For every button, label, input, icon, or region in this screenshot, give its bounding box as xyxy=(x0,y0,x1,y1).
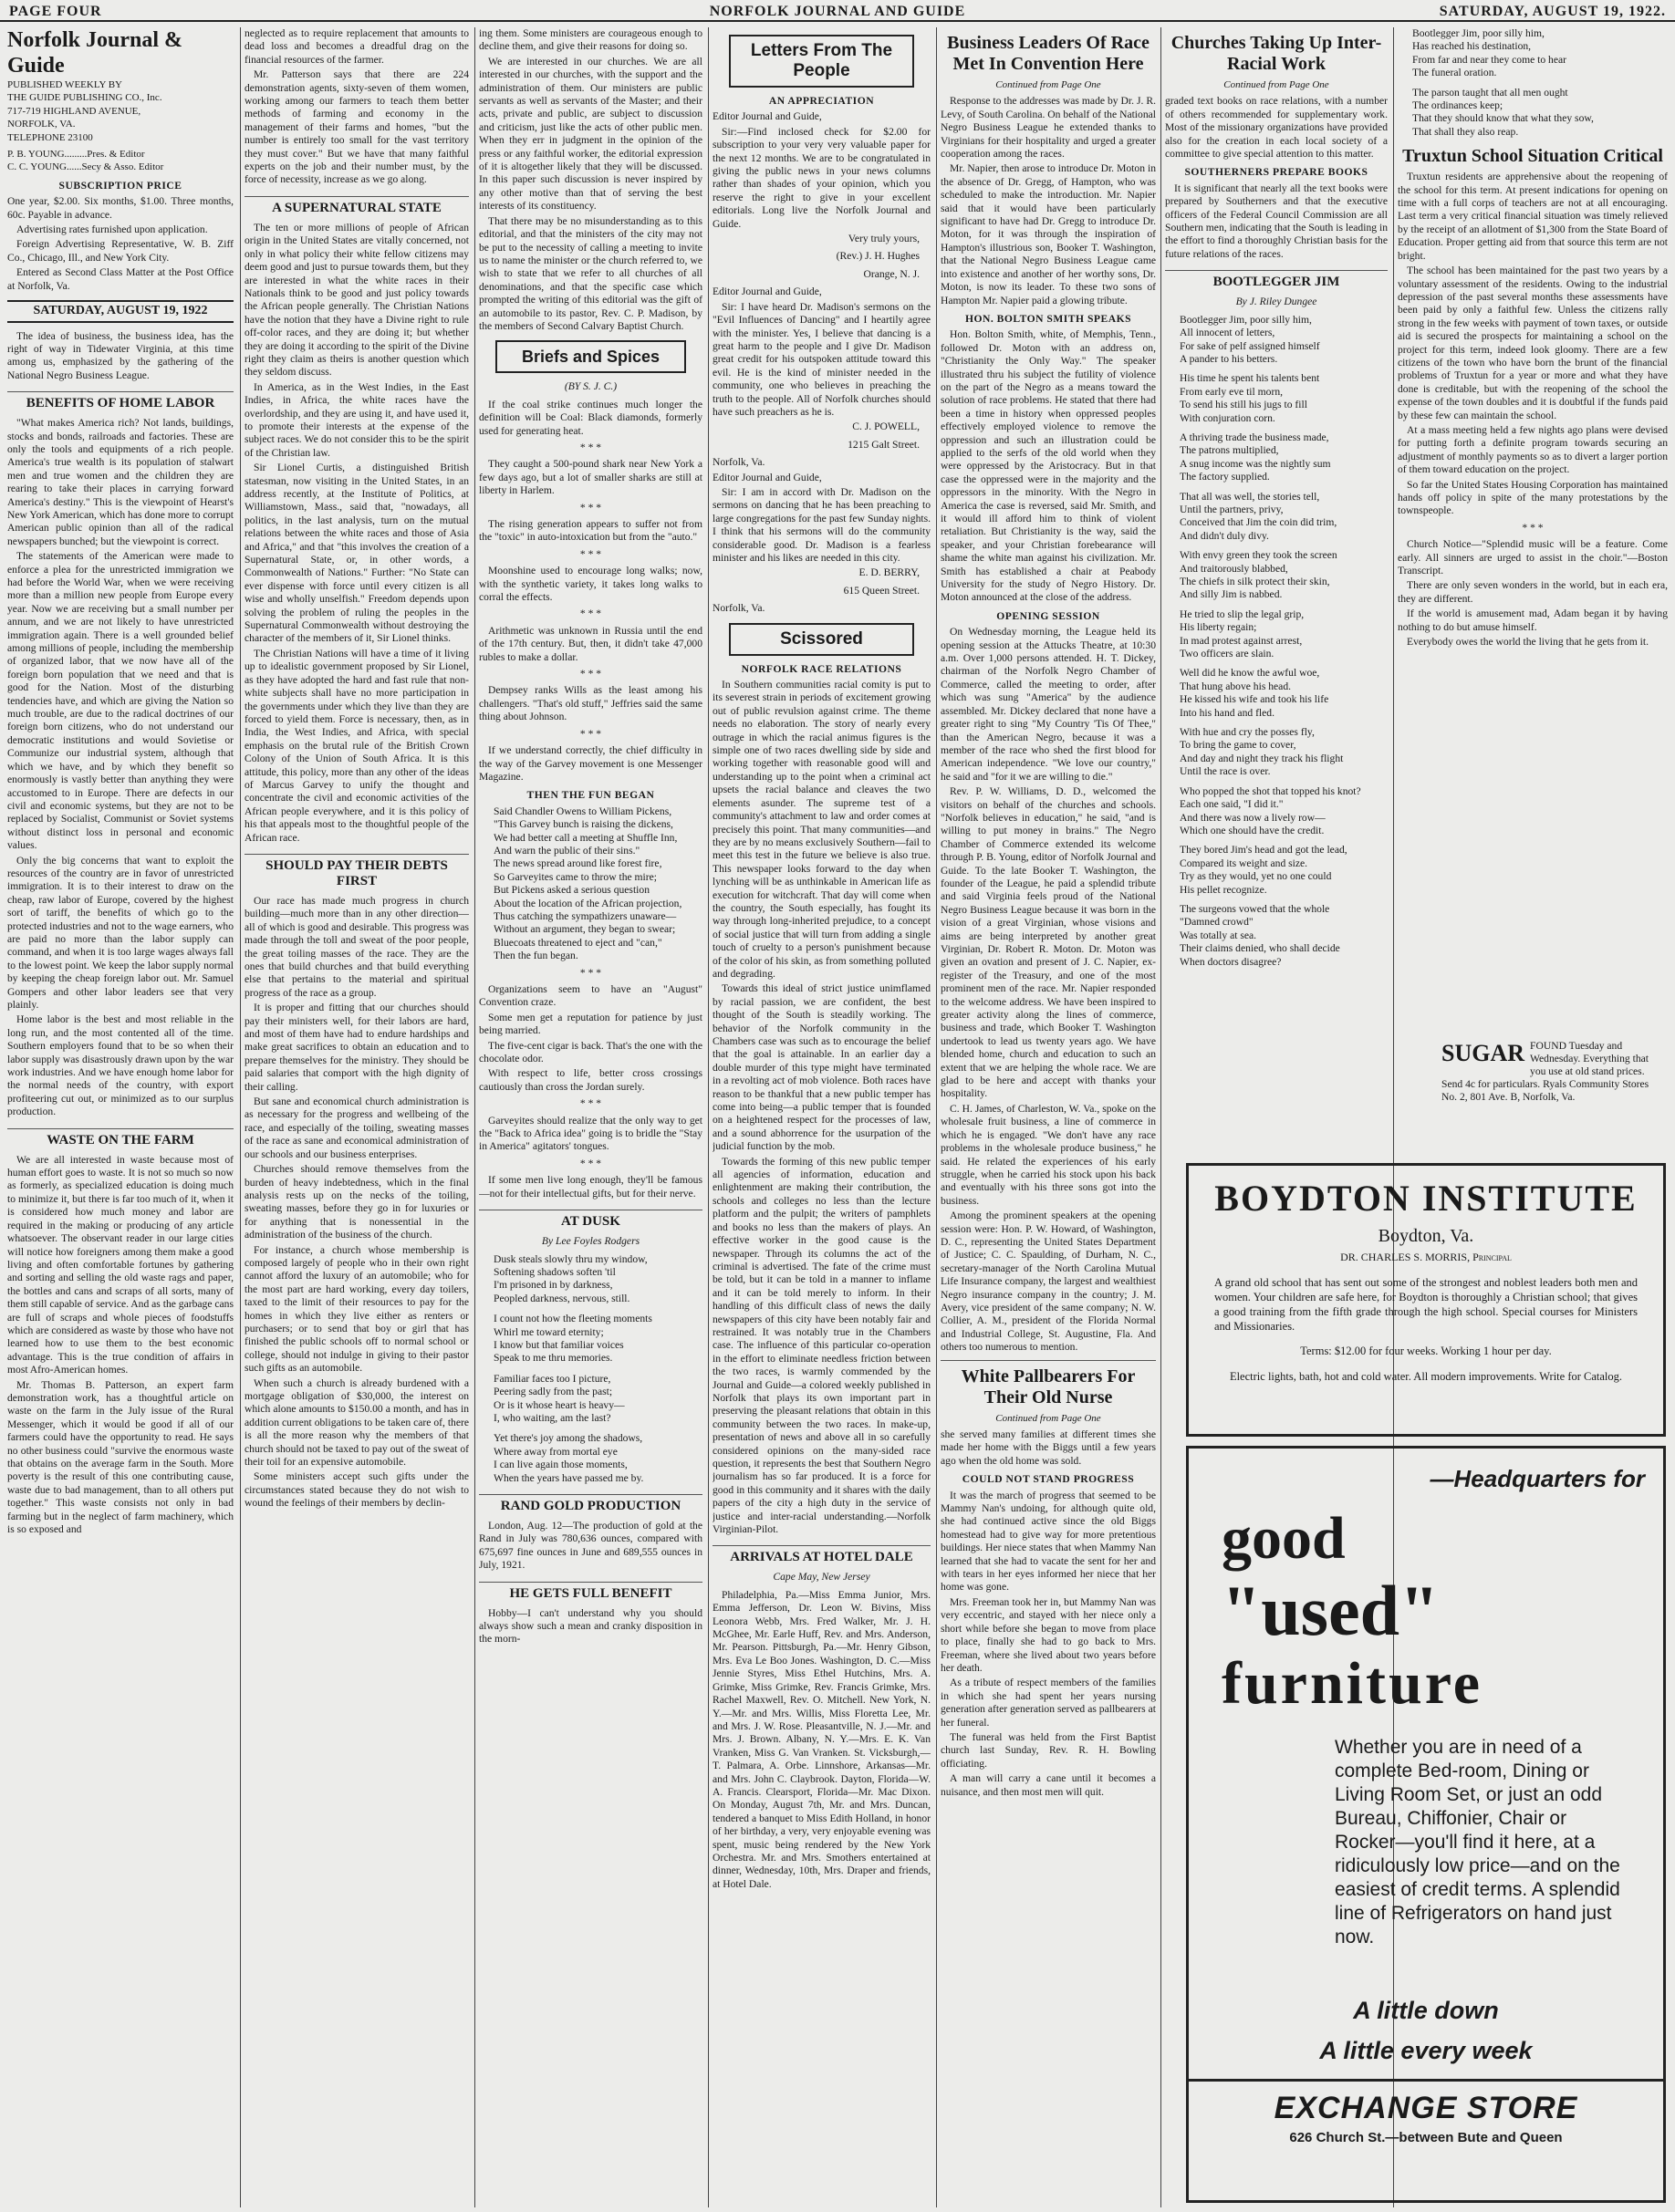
letter-signature: Norfolk, Va. xyxy=(713,456,765,469)
poem-line: Peopled darkness, nervous, still. xyxy=(494,1292,630,1304)
poem-line: I can live again those moments, xyxy=(494,1459,628,1471)
article-paragraph: There are only seven wonders in the world, but in each era, they are different. xyxy=(1398,579,1668,605)
byline: By J. Riley Dungee xyxy=(1235,296,1317,308)
editorial-headline: WASTE ON THE FARM xyxy=(7,1128,234,1148)
brief-item: The rising generation appears to suffer not from the "toxic" in auto-intoxication but from the "auto." xyxy=(479,518,702,544)
editorial-paragraph: The statements of the American were made to enforce a plea for the unrestricted immigration we had before the World War, when we were receiving more than a million new people from Europe every year. Now we are receiving but a small number per annum, and we are not likely to have unrestricted immigration again. There is a well grounded belief among millions of people, including the membership of organized labor, that we now have all of the foreign born population that we need and that is good for the Nation. Most of the disturbing tendencies have, and which are giving the Nation so much trouble, are due to the radical doctrines of our foreign born citizens, who do not understand our democratic institutions and would Sovietise or Communize our industrial system, although that which we have, and by which they benefit so enormously is vastly better than anything they were accustomed to in Europe. There are defects in our civil and economic systems, but they are not to be replaced by Socialist, Communist or Soviet systems without distinct loss in personal and economic values. xyxy=(7,550,234,852)
poem-line: His pellet recognize. xyxy=(1180,883,1267,896)
editorial-headline: BENEFITS OF HOME LABOR xyxy=(7,391,234,411)
poem-line: When the years have passed me by. xyxy=(494,1471,644,1484)
masthead-title: Norfolk Journal & Guide xyxy=(7,28,182,78)
stanza-break xyxy=(1165,779,1388,785)
poem-line: That they should know that what they sow, xyxy=(1412,112,1594,125)
poem-line: Each one said, "I did it." xyxy=(1180,798,1284,811)
stanza-break xyxy=(1165,543,1388,549)
poem-line: And didn't duly divy. xyxy=(1180,529,1269,542)
poem-line: We had better call a meeting at Shuffle Inn, xyxy=(494,831,678,844)
poem-line: In mad protest against arrest, xyxy=(1180,634,1303,647)
masthead-line: PUBLISHED WEEKLY BY xyxy=(7,79,123,90)
boydton-ad-principal: DR. CHARLES S. MORRIS, Principal xyxy=(1340,1251,1512,1263)
letter-signature: 1215 Galt Street. xyxy=(848,438,920,451)
poem-line: Two officers are slain. xyxy=(1180,648,1274,660)
poem-line: With hue and cry the posses fly, xyxy=(1180,726,1315,739)
poem-line: All innocent of letters, xyxy=(1180,327,1275,339)
poem-line: But Pickens asked a serious question xyxy=(494,884,650,897)
sugar-ad-title: SUGAR xyxy=(1441,1040,1525,1066)
article-subheading: HON. BOLTON SMITH SPEAKS xyxy=(964,312,1132,325)
article-paragraph: The school has been maintained for the past two years by a voluntary assessment of the residents. Owing to the industrial depression of the past several months these assessments have been paid by only a faithful few. Unless the citizens rally strong in the few weeks with payment of town taxes, or outside aid is secured the prospects for maintaining a school on the project for this term, indeed look gloomy. There are a few citizens of the town who have born the brunt of the financial problems of Truxtun for a year or more and what they have done is creditable, but with the reopening of the school the expense of the town doubles and it is doubtful if the funds paid by these few can maintain the school. xyxy=(1398,265,1668,421)
poem-line: And day and night they track his flight xyxy=(1180,752,1344,764)
scissored-heading: Scissored xyxy=(729,623,914,656)
poem-line: To bring the game to cover, xyxy=(1180,739,1296,752)
separator-stars: * * * xyxy=(579,441,602,453)
poem-line: Bootlegger Jim, poor silly him, xyxy=(1412,27,1545,39)
poem-line: The factory supplied. xyxy=(1180,471,1270,483)
brief-item: Arithmetic was unknown in Russia until the end of the 17th century. But, then, it didn't take 47,000 rubles to make a dollar. xyxy=(479,624,702,663)
briefs-and-spices-heading: Briefs and Spices xyxy=(495,340,686,373)
brief-item: If some men live long enough, they'll be famous—not for their intellectual gifts, but for their nerve. xyxy=(479,1174,702,1199)
masthead-line: THE GUIDE PUBLISHING CO., Inc. xyxy=(7,92,162,104)
article-paragraph: Towards this ideal of strict justice unimflamed by racial passion, we are confident, the best thought of the South is steadily working. The behavior of the Norfolk community in the Chambers case was such as to encourage the belief that the goal is attainable. In an earlier day a double murder of this type might have terminated in a revolting act of mob violence. Both races have reason to be thankful that a new public temper has come into being—a public temper that is founded on a heightened respect for the processes of law, and a sound abhorrence for the usurpation of the judicial function by the mob. xyxy=(713,982,931,1153)
editorial-paragraph: It is proper and fitting that our churches should pay their ministers well, for their labors are hard, and most of them have had to endure hardships and make great sacrifices to obtain an education and to prepare themselves for the ministry. They should be paid salaries that comport with the high dignity of their calling. xyxy=(244,1002,469,1093)
boydton-ad-title: BOYDTON INSTITUTE xyxy=(1214,1178,1638,1219)
masthead-line: TELEPHONE 23100 xyxy=(7,131,93,143)
editor-line: C. C. YOUNG......Secy & Asso. Editor xyxy=(7,161,164,173)
poem-line: And silly Jim is nabbed. xyxy=(1180,588,1283,601)
editorial-paragraph: Mr. Thomas B. Patterson, an expert farm demonstration work, has a thoughtful article on waste on the farm in the July issue of the Rural Messenger, which it would be good if all of our farmers could have the opportunity to read. He says no other business could "survive the enormous waste that obtains on the average farm in the South. More poverty is the result of this one contributing cause, waste due to bad management, than to all others put together." This waste consists not only in bad farming but in the neglect of farm machinery, which is so exposed and xyxy=(7,1378,234,1536)
editorial-headline: A SUPERNATURAL STATE xyxy=(244,196,469,216)
poem-line: And traitorously blabbed, xyxy=(1180,562,1288,575)
editorial-paragraph: That there may be no misunderstanding as to this editorial, and that the ministers of the city may not be put to the necessity of calling a meeting to invite us to name the minister or the church referred to, we wish to state that we refer to all churches of all denominations, and that the specific case which prompted the writing of this editorial was the gift of an automobile to its pastor, Rev. C. P. Madison, by the members of Second Calvary Baptist Church. xyxy=(479,214,702,332)
boydton-ad-facilities: Electric lights, bath, hot and cold water. All modern improvements. Write for Catalog. xyxy=(1229,1370,1623,1383)
exchange-store-ad xyxy=(1186,1446,1666,2203)
poem-line: A snug income was the nightly sum xyxy=(1180,457,1331,470)
stanza-break xyxy=(1165,366,1388,372)
poem-line: Who popped the shot that topped his knot? xyxy=(1180,784,1361,797)
letter-signature: E. D. BERRY, xyxy=(858,566,920,579)
letters-heading: Letters From The People xyxy=(729,35,914,88)
news-headline: HE GETS FULL BENEFIT xyxy=(479,1582,702,1602)
article-paragraph: At a mass meeting held a few nights ago plans were devised for putting forth a definite program towards securing an adjustment of monthly payments so as to divert a larger portion of them toward education on the project. xyxy=(1398,423,1668,476)
letter-salutation: Editor Journal and Guide, xyxy=(713,471,822,483)
letter-signature: Norfolk, Va. xyxy=(713,602,765,615)
boydton-institute-ad xyxy=(1186,1163,1666,1437)
advertising-note: Advertising rates furnished upon application. xyxy=(16,223,208,236)
separator-stars: * * * xyxy=(579,668,602,680)
poem-line: Where away from mortal eye xyxy=(494,1445,618,1458)
article-paragraph: It was the march of progress that seemed to be Mammy Nan's undoing, for although quite old, she had continued active since the old Biggs homestead had to give way for more pretentious buildings. Her niece states that when Mammy Nan learned that she had to vacate the sent for her and with tears in her eyes informed her niece that her home was gone. xyxy=(941,1489,1156,1594)
article-paragraph: Philadelphia, Pa.—Miss Emma Junior, Mrs. Emma Jefferson, Dr. Leon W. Bivins, Miss Leonora Webb, Mrs. Fred Walker, Mr. J. H. McGhee, Mr. Earle Huff, Rev. and Mrs. Anderson, Mr. Pearson. Pittsburgh, Pa.—Mr. Henry Gibson, Mrs. Eva Le Boo Jones. Washington, D. C.—Miss Jennie Styres, Miss Ethel Hutchins, Mrs. A. Grimke, Miss Grimke, Rev. Francis Grimke, Mrs. Rachel Maxwell, Rev. O. Mitchell. New York, N. Y.—Mr. and Mrs. Willis, Miss Floretta Lee, Mr. and Mrs. J. W. Rose. Pleasantville, N. J.—Mr. and Mrs. J. Brown. Albany, N. Y.—Mrs. E. K. Van Vranken, Miss G. Van Vranken. St. Vicksburgh,—T. Palmara, A. Orbe. Linnshore, Arkansas—Mr. and Mrs. John C. Claybrook. Dayton, Florida—W. A. Francis. Clearsport, Florida—Mr. Mac Dixon. On Monday, August 7th, Mr. and Mrs. Duncan, tendered a banquet to Miss Edith Holland, in honor of her birthday, a very, very enjoyable evening was spent, music being rendered by the New York Orchestra. Mr. and Mrs. Smothers entertained at dinner, Wednesday, 10th, Mrs. Draper and friends, at Hotel Dale. xyxy=(713,1588,931,1890)
article-paragraph: On Wednesday morning, the League held its opening session at the Attucks Theatre, at 10:30 a.m. Over 1,000 persons attended. H. T. Dickey, chairman of the Norfolk Negro Chamber of Commerce, called the meeting to order, after which was sung "America" by the audience assembled. Mr. Dickey declared that none have a greater right to sing "My Country 'Tis Of Thee," than the American Negro, because it was a member of the race who shed the first blood for American independence. "We love our country," he said and "for it we are willing to die." xyxy=(941,626,1156,783)
poem-line: I count not how the fleeting moments xyxy=(494,1313,652,1325)
editorial-paragraph: Home labor is the best and most reliable in the long run, and the most contented all of the time. Southern employers found that to be so when their labor supply was disastrously drawn upon by the war work industries. And we have enough home labor for the normal needs of the country, with export profiteering cut out, or minimized as to our surplus production. xyxy=(7,1013,234,1118)
separator-stars: * * * xyxy=(579,727,602,740)
separator-stars: * * * xyxy=(1522,521,1544,534)
poem-line: Yet there's joy among the shadows, xyxy=(494,1432,643,1445)
poem-line: "This Garvey bunch is raising the dickens, xyxy=(494,818,673,831)
separator-stars: * * * xyxy=(579,547,602,560)
subscription-price: One year, $2.00. Six months, $1.00. Three months, 60c. Payable in advance. xyxy=(7,195,234,221)
poem-line: Familiar faces too I picture, xyxy=(494,1372,611,1385)
poem-line: The funeral oration. xyxy=(1412,67,1497,79)
stanza-break xyxy=(1165,484,1388,491)
masthead xyxy=(7,27,234,293)
poem-line: That hung above his head. xyxy=(1180,680,1292,692)
brief-item: Garveyites should realize that the only way to get the "Back to Africa idea" going is to bridle the "Stay in America" agitators' tongues. xyxy=(479,1114,702,1153)
poem-line: Without an argument, they began to swear; xyxy=(494,923,676,936)
editorial-paragraph: In America, as in the West Indies, in the East Indies, in Africa, the white races have the overlordship, and they are using it, and have used it, to promote their interests at the expense of the subject races. We do not consider this to be the spirit of the Christian law. xyxy=(244,380,469,459)
separator-stars: * * * xyxy=(579,966,602,979)
separator-stars: * * * xyxy=(579,608,602,620)
letter-title: AN APPRECIATION xyxy=(768,95,875,107)
letter-signature: C. J. POWELL, xyxy=(852,421,920,433)
poem-line: And warn the public of their sins." xyxy=(494,844,640,857)
poem-title: AT DUSK xyxy=(479,1210,702,1230)
poem-line: With envy green they took the screen xyxy=(1180,549,1337,562)
letter-salutation: Editor Journal and Guide, xyxy=(713,286,822,298)
brief-item: If the coal strike continues much longer the definition will be Coal: Black diamonds, formerly used for generating heat. xyxy=(479,398,702,437)
exchange-ad-address: 626 Church St.—between Bute and Queen xyxy=(1289,2130,1563,2145)
article-paragraph: So far the United States Housing Corporation has maintained hands off policy in spite of the many protestations by the townspeople. xyxy=(1398,478,1668,517)
stanza-break xyxy=(1165,660,1388,667)
poem-line: That shall they also reap. xyxy=(1412,125,1519,138)
article-headline: Business Leaders Of Race Met In Convention Here xyxy=(947,33,1150,74)
page-number: PAGE FOUR xyxy=(9,4,102,19)
article-paragraph: Mr. Napier, then arose to introduce Dr. Moton in the absence of Dr. Gregg, of Hampton, who was scheduled to make the introduction. Mr. Napier said that it would have been particularly significant to have had Dr. Gregg to introduce Dr. Moton, for it was through the inspiration of Hampton's illustrious son, Booker T. Washington, that the National Negro Business League came into existence and another of her worthy sons, Dr. Moton, is now its leader. To these two sons of Hampton Mr. Napier paid a glowing tribute. xyxy=(941,162,1156,306)
poem-line: So Garveyites came to throw the mire; xyxy=(494,870,658,883)
poem-line: Bluecoats threatened to eject and "can," xyxy=(494,936,662,949)
letter-signature: Orange, N. J. xyxy=(863,267,920,280)
article-paragraph: If the world is amusement mad, Adam began it by having nothing to do but amuse himself. xyxy=(1398,608,1668,633)
stanza-break xyxy=(479,1425,702,1432)
column-rule xyxy=(474,27,475,2207)
news-headline: RAND GOLD PRODUCTION xyxy=(479,1494,702,1514)
poem-line: I'm prisoned in by darkness, xyxy=(494,1279,613,1292)
subscription-heading: SUBSCRIPTION PRICE xyxy=(58,179,182,192)
stanza-break xyxy=(1165,602,1388,608)
column-4 xyxy=(713,27,931,2207)
brief-item: Dempsey ranks Wills as the least among his challengers. "That's old stuff," Jeffries said the same thing about Johnson. xyxy=(479,684,702,723)
poem-title: BOOTLEGGER JIM xyxy=(1165,270,1388,290)
poem-line: Their claims denied, who shall decide xyxy=(1180,942,1340,955)
column-rule xyxy=(936,27,937,2207)
stanza-break xyxy=(1165,837,1388,844)
editor-line: P. B. YOUNG.........Pres. & Editor xyxy=(7,149,145,161)
separator-stars: * * * xyxy=(579,1157,602,1169)
poem-bootlegger-jim-continued xyxy=(1398,27,1668,139)
article-paragraph: In Southern communities racial comity is put to its severest strain in periods of excitement growing out of public revulsion against crime. The theme needs no elaboration. The story of nearly every outrage in which the racial animus figures is the simple one of two races dwelling side by side and working together with reasonable good will and understanding up to the point when a criminal act upsets the racial balance and cleaves the two elements asunder. The supreme test of a community's attachment to law and order comes at precisely this point. That many communities—and they are by no means exclusively Southern—fail to meet this test in the future we believe is also true. This newspaper looks forward to the day when lynching will be as unthinkable in American life as execution for witchcraft. That day will come when the country, the South especially, has fought its way through long-inherited prejudice, to a concept of social justice that will turn from adding a single touch of cruelty to a person's punishment because of the color of his skin, as from something polluted and degrading. xyxy=(713,679,931,980)
letter-signature: (Rev.) J. H. Hughes xyxy=(836,250,920,263)
stanza-break xyxy=(1398,80,1668,87)
article-paragraph: she served many families at different times she made her home with the Biggs until a few years ago when the old home was sold. xyxy=(941,1428,1156,1467)
poem-title: THEN THE FUN BEGAN xyxy=(526,789,655,802)
editorial-paragraph: We are interested in our churches. We are all interested in our churches, with the support and the administration of them. Our ministers are public servants as well as servants of the Master; and their acts, private and public, are subject to discussion and criticism, just like the acts of other public men. When they err in judgment in the opinion of the press or any faithful worker, the editorial expression of it is altogether likely that they will be discussed. In this paper such discussion is never inspired by any other motive than that of serving the best interests of its constituency. xyxy=(479,55,702,213)
exchange-ad-terms-line: A little down xyxy=(1353,1997,1499,2024)
editorial-paragraph: neglected as to require replacement that amounts to dead loss and becomes a dreadful drag on the financial resources of the farmer. xyxy=(244,27,469,66)
exchange-ad-tagline: —Headquarters for xyxy=(1430,1465,1645,1492)
article-headline: White Pallbearers For Their Old Nurse xyxy=(941,1360,1156,1408)
stanza-break xyxy=(479,1305,702,1313)
editorial-paragraph: ing them. Some ministers are courageous enough to decline them, and give their reasons for doing so. xyxy=(479,27,702,53)
exchange-ad-terms-line: A little every week xyxy=(1319,2037,1533,2064)
poem-line: Compared its weight and size. xyxy=(1180,857,1308,869)
letter-signature: 615 Queen Street. xyxy=(843,584,920,597)
article-paragraph: Among the prominent speakers at the opening session were: Hon. P. W. Howard, of Washington, D. C., representing the United States Department of Justice; C. C. Spaulding, of Durham, N. C., secretary-manager of the North Carolina Mutual Life Insurance company, the largest and wealthiest Negro insurance company in the country; J. M. Avery, vice president of the same company; N. W. Collier, A. M., president of the Florida Normal and Industrial College, St. Augustine, Fla. And others too numerous to mention. xyxy=(941,1210,1156,1354)
postal-entry-note: Entered as Second Class Matter at the Post Office at Norfolk, Va. xyxy=(7,266,234,292)
editorial-headline: SHOULD PAY THEIR DEBTS FIRST xyxy=(244,854,469,889)
poem-line: Said Chandler Owens to William Pickens, xyxy=(494,805,672,817)
poem-line: Into his hand and fled. xyxy=(1180,706,1274,719)
poem-line: Was totally at sea. xyxy=(1180,929,1257,941)
poem-line: Or is it whose heart is heavy— xyxy=(494,1398,625,1411)
editorial-paragraph: The ten or more millions of people of African origin in the United States are vitally concerned, not only in what policy their white fellow citizens may deem good and just to pursue towards them, but they are interested in what the white races in their Nationals think to be good and just policy towards the African people generally. The Christian Nations have the notion that they have a Divine right to rule off-color races, and they are doing it; but whether they are doing it according to the spirit of the Divine right they claim as theirs is another question which they seldom discuss. xyxy=(244,221,469,379)
poem-line: When doctors disagree? xyxy=(1180,955,1282,968)
article-paragraph: As a tribute of respect members of the families in which she had spent her years nursing generation after generation served as pallbearers at her funeral. xyxy=(941,1677,1156,1729)
editorial-paragraph: Mr. Patterson says that there are 224 demonstration agents, sixty-seven of them women, working among our farmers to teach them better methods of farming and economy in the management of their farms and homes, "but the number is entirely too small for the vast territory they must cover." But we have that many faithful experts on the job and their number must, by the force of necessity, increase as we go along. xyxy=(244,68,469,186)
article-paragraph: The funeral was held from the First Baptist church last Sunday, Rev. R. H. Bowling officiating. xyxy=(941,1730,1156,1770)
poem-line: A pander to his betters. xyxy=(1180,352,1278,365)
continued-note: Continued from Page One xyxy=(1223,79,1329,90)
article-paragraph: Towards the forming of this new public temper all agencies of information, education and enlightenment are making their contribution, the schools and colleges no less than the lecture platform and the pulpit; the writers of pamphlets and books no less than the makers of plays. An effective worker in the good cause is the newspaper. Through its columns the act of the criminal is advertised. The fate of the crime must be told, but it can be told in a manner to inflame and it can be told merely to inform. In their handling of this difficult class of news the daily newspapers of this city have been notably fair and restrained. It was notably true in the Chambers case. The influence of this particular co-operation in the effort to eliminate needless friction between the two races, is warmly commended by the Journal and Guide—a colored weekly published in Norfolk that plays its own important part in preserving the pleasant relations that obtain in this community between the two races. In make-up, presentation of news and above all in so carefully considered opinions on the many-sided race question, it represents the best that Southern Negro journalism has so far produced. It is a force for good in this community and it shares with the daily papers of the city a high duty in the service of justice and inter-racial understanding.—Norfolk Virginian-Pilot. xyxy=(713,1155,931,1536)
brief-item: Organizations seem to have an "August" Convention craze. xyxy=(479,983,702,1009)
article-subheading: COULD NOT STAND PROGRESS xyxy=(962,1473,1135,1486)
article-paragraph: Mrs. Freeman took her in, but Mammy Nan was very eccentric, and stayed with her niece only a short while before she began to move from place to place, finally she had to go back to Mrs. Freeman, where she lived about two years before her death. xyxy=(941,1595,1156,1674)
poem-line: Thus catching the sympathizers unaware— xyxy=(494,909,677,922)
letter-body: Sir:—Find inclosed check for $2.00 for subscription to your very very valuable paper for the next 12 months. We are to be congratulated in giving the public news in your news columns rather than shades of your opinion, which you reserve the right to give in your excellent editorials. Long live the Norfolk Journal and Guide. xyxy=(713,125,931,230)
article-paragraph: Truxtun residents are apprehensive about the reopening of the school for this term. At present indications for opening on time with a full corps of teachers are not at all encouraging. Last term a very critical financial situation was timely relieved by the receipt of an allotment of $1,300 from the State Board of Education. Proper getting aid from that source this term are not bright. xyxy=(1398,171,1668,262)
poem-line: Has reached his destination, xyxy=(1412,40,1532,53)
column-1 xyxy=(7,27,234,2207)
editorial-paragraph: But sane and economical church administration is as necessary for the progress and wellbeing of the race, and especially of the toiling, sweating masses of the race as sane and economical administration of our schools and our business enterprises. xyxy=(244,1096,469,1160)
poem-line: Whirl me toward eternity; xyxy=(494,1325,604,1338)
exchange-ad-copy: Whether you are in need of a complete Bed-room, Dining or Living Room Set, or just an odd Bureau, Chiffonier, Chair or Rocker—you'll find it here, at a ridiculously low price—and on the easiest of credit terms. A splendid line of Refrigerators on hand just now. xyxy=(1335,1737,1620,1947)
poem-line: Conceived that Jim the coin did trim, xyxy=(1180,516,1337,529)
separator-stars: * * * xyxy=(579,501,602,514)
editorial-paragraph: Only the big concerns that want to exploit the resources of the country are in favor of unrestricted immigration. It is to their interest to draw on the cheap, raw labor of Europe, covered by the highest sort of tariff, the benefits of which go to the protected industries and not to the wage earners, who are paid no more than the labor supply can command, and when it is too large wages always fall to the lowest point. We keep the labor supply normal by keeping the cheap foreign labor out. Mr. Samuel Gompers and other labor leaders see that very plainly. xyxy=(7,854,234,1011)
article-paragraph: Everybody owes the world the living that he gets from it. xyxy=(1407,636,1649,649)
poem-line: The chiefs in silk protect their skin, xyxy=(1180,576,1330,587)
editorial-paragraph: "What makes America rich? Not lands, buildings, stocks and bonds, railroads and factories. These are only the tools and equipments of a rich people. America's true wealth is its population of stalwart men and true women and the children they are rearing to take their places in carrying forward America's destiny." This is the viewpoint of Hearst's New York American, which has done more to corrupt American public opinion than all of the radical newspapers bunched; but the viewpoint is correct. xyxy=(7,417,234,547)
poem-line: That all was well, the stories tell, xyxy=(1180,490,1320,503)
boydton-ad-location: Boydton, Va. xyxy=(1378,1226,1474,1246)
poem-line: "Damned crowd" xyxy=(1180,916,1254,929)
letter-body: Sir: I have heard Dr. Madison's sermons on the "Evil Influences of Dancing" and I heartily agree with the minister. Yes, I believe that dancing is a great harm to the people and I give Dr. Madison great credit for his outspoken attitude toward this evil. He is the kind of minister needed in the community, one who believes in preaching the truth to the people. All of Norfolk churches should have such preachers as he is. xyxy=(713,300,931,418)
poem-line: Then the fun began. xyxy=(494,950,578,962)
letter-body: Sir: I am in accord with Dr. Madison on the sermons on dancing that he has been preaching to large congregations for the past few Sunday nights. I think that his sermons will do the community considerable good. Dr. Madison is a fearless minister and his likes are needed in this city. xyxy=(713,485,931,564)
masthead-line: 717-719 HIGHLAND AVENUE, xyxy=(7,105,141,117)
letter-salutation: Editor Journal and Guide, xyxy=(713,110,822,123)
article-paragraph: graded text books on race relations, with a number of others recommended for supplementary work. Most of the missionary organizations have provided also for the creation in each local society of a committee to give special attention to this matter. xyxy=(1165,95,1388,161)
brief-item: The five-cent cigar is back. That's the one with the chocolate odor. xyxy=(479,1039,702,1065)
article-paragraph: Rev. P. W. Williams, D. D., welcomed the visitors on behalf of the churches and schools. "Norfolk believes in education," he said, "and is willing to put money in brains." The Negro Chamber of Commerce extended its welcome through P. B. Young, editor of Norfolk Journal and Guide. To the late Booker T. Washington, the founder of the League, he paid a splendid tribute and said Virginia feels proud of the National Negro Business League because it was born in the vision of a great Virginian, whose visions and aims are being interpreted by another great Virginian, Dr. Robert R. Moton. Dr. Moton was given an ovation and present of J. C. Napier, ex-register of the Treasury, and one of the most prominent men of the race. Mr. Napier responded to the welcome address. We have been inspired to greater activity along the lines of commerce, business and trade, which Booker T. Washington undertook to lead us twenty years ago. We have blended home, church and education to such an extent that we are helping the whole race. We are glad to be here and accept with thanks your hospitality. xyxy=(941,785,1156,1100)
column-3 xyxy=(479,27,702,2207)
exchange-ad-word-good: good xyxy=(1222,1505,1346,1572)
poem-line: About the location of the African projection, xyxy=(494,897,682,909)
editorial-paragraph: When such a church is already burdened with a mortgage obligation of $30,000, the interest on which alone amounts to $150.00 a month, and has in addition current obligations to be taken care of, there is all the more reason why the members of that church should not be taxed to pay out of the sweat of their toil for an expensive automobile. xyxy=(244,1376,469,1469)
article-subheading: SOUTHERNERS PREPARE BOOKS xyxy=(1184,166,1368,179)
exchange-ad-word-used: "used" xyxy=(1222,1571,1440,1650)
poem-line: The patrons multiplied, xyxy=(1180,444,1279,457)
brief-item: Moonshine used to encourage long walks; now, with the synthetic variety, it takes long walks to corral the effects. xyxy=(479,565,702,604)
poem-bootlegger-jim xyxy=(1165,314,1388,969)
poem-line: For sake of pelf assigned himself xyxy=(1180,339,1320,352)
poem-line: Peering sadly from the past; xyxy=(494,1386,613,1398)
column-rule xyxy=(708,27,709,2207)
poem-line: Dusk steals slowly thru my window, xyxy=(494,1252,648,1265)
byline: (BY S. J. C.) xyxy=(564,380,618,393)
article-headline: Truxtun School Situation Critical xyxy=(1402,146,1663,167)
poem-line: Well did he know the awful woe, xyxy=(1180,667,1320,680)
column-2 xyxy=(244,27,469,2207)
page-header xyxy=(0,0,1675,22)
column-rule xyxy=(1160,27,1161,2207)
poem-line: Bootlegger Jim, poor silly him, xyxy=(1180,313,1312,326)
poem-line: Which one should have the credit. xyxy=(1180,824,1325,836)
poem-line: With conjuration corn. xyxy=(1180,411,1275,424)
separator-stars: * * * xyxy=(579,1097,602,1110)
brief-item: They caught a 500-pound shark near New York a few days ago, but a lot of smaller sharks are still at liberty in Harlem. xyxy=(479,458,702,497)
foreign-advertising-note: Foreign Advertising Representative, W. B. Ziff Co., Chicago, Ill., and New York City. xyxy=(7,238,234,264)
article-paragraph: C. H. James, of Charleston, W. Va., spoke on the wholesale fruit business, a line of commerce in which he is engaged. "We don't have any race problems in the wholesale produce business," he said. He related the experiences of his early struggle, when he carried his stock upon his back and eventually with his three sons got into the business. xyxy=(941,1102,1156,1207)
poem-line: The surgeons vowed that the whole xyxy=(1180,902,1330,915)
poem-line: A thriving trade the business made, xyxy=(1180,431,1329,443)
poem-line: The news spread around like forest fire, xyxy=(494,857,662,870)
boydton-ad-body: A grand old school that has sent out some of the strongest and noblest leaders both men and women. Your children are safe here, for Boydton is thoroughly a Christian school; that gives a good training from the fifth grade through the high school. Special courses for Ministers and Missionaries. xyxy=(1214,1276,1638,1333)
poem-line: From far and near they come to hear xyxy=(1412,53,1567,66)
poem-line: The ordinances keep; xyxy=(1412,99,1503,112)
article-subheading: OPENING SESSION xyxy=(996,609,1100,622)
editorial-paragraph: We are all interested in waste because most of human effort goes to waste. It is not so much so now as formerly, as specialized education is doing much to minimize it, but there is far too much of it, when it is considered how much money and labor are required in the making or producing of any article whatsoever. The observant reader in our large cities will notice how foreigners among them make a good living and often comfortable fortunes by gathering and sorting and selling the old waste rags and paper, the bottles and cans and scraps of all sorts, many of them still capable of service. And as the garbage cans are full of scraps and whole pieces of foodstuffs which are considered as waste by those who have not learned how to use them to the best economic advantage. This is the true condition of affairs in most Afro-American homes. xyxy=(7,1153,234,1376)
poem-line: Until the race is over. xyxy=(1180,765,1271,778)
article-headline: ARRIVALS AT HOTEL DALE xyxy=(713,1545,931,1565)
column-7 xyxy=(1398,27,1668,1038)
poem-line: I, who waiting, am the last? xyxy=(494,1411,611,1424)
boydton-ad-terms: Terms: $12.00 for four weeks. Working 1 hour per day. xyxy=(1300,1345,1552,1357)
poem-line: Softening shadows soften 'til xyxy=(494,1265,616,1278)
masthead-line: NORFOLK, VA. xyxy=(7,119,76,130)
editorial-paragraph: Some ministers accept such gifts under the circumstances stated because they do not wish to wound the feelings of their members by declin- xyxy=(244,1470,469,1510)
editorial-paragraph: The idea of business, the business idea, has the right of way in Tidewater Virginia, at this time among us, emphasized by the gathering of the National Negro Business League. xyxy=(7,329,234,381)
editorial-paragraph: For instance, a church whose membership is composed largely of people who in their own right cannot afford the luxury of an automobile; who for the most part are hard working, every day toilers, taxed to the limit of their resources to pay for the homes in which they live either as renters or purchasers; or to send that boy or girl that has finished the public schools off to normal school or college, should not indulge in giving to their pastor such gifts as an automobile. xyxy=(244,1243,469,1375)
sugar-ad-text: FOUND Tuesday and Wednesday. Everything that you use at old stand prices. Send 4c for particulars. Ryals Community Stores No. 2, 801 Ave. B, Norfolk, Va. xyxy=(1441,1040,1649,1103)
article-paragraph: Hon. Bolton Smith, white, of Memphis, Tenn., followed Dr. Moton with an address on, "Christianity the Only Way." The speaker illustrated thru his subject the futility of violence on the part of the Negro as a means toward the solution of race problems. He stated that there had been a time in history when oppressed peoples effectively employed violence to remove the oppression and such an illustration could be applied to the serfs of the old world when they were oppressed by the Aristocracy. But in that case the oppressed were in the majority and the oppressors in the minority. With the Negro in America the case is reversed, said Mr. Smith, and it would ill afford him to think of violent retaliation. But Christianity is the way, said the speaker, and your Christian forebearance will shame the white man against his civilization. Mr. Smith has established a chair at Peabody University for the study of Negro History. Dr. Moton announced at the close of the address. xyxy=(941,328,1156,604)
brief-item: With respect to life, better cross crossings cautiously than cross the Jordan surely. xyxy=(479,1067,702,1093)
stanza-break xyxy=(479,1366,702,1373)
continued-note: Continued from Page One xyxy=(995,1412,1101,1424)
column-6 xyxy=(1165,27,1388,1181)
editorial-dateline: SATURDAY, AUGUST 19, 1922 xyxy=(7,300,234,322)
stanza-break xyxy=(1165,897,1388,903)
stanza-break xyxy=(1165,720,1388,726)
article-subheadline: Cape May, New Jersey xyxy=(773,1571,870,1584)
column-5 xyxy=(941,27,1156,2207)
byline: By Lee Foyles Rodgers xyxy=(541,1235,640,1248)
poem-line: His time he spent his talents bent xyxy=(1180,372,1320,385)
poem-line: He kissed his wife and took his life xyxy=(1180,693,1329,706)
stanza-break xyxy=(1165,425,1388,431)
article-paragraph: It is significant that nearly all the text books were prepared by Southerners and that the executive officers of the Federal Council Commission are all Southern men, indicating that the South is leading in the effort to find a thoroughly Christian basis for the future relations of the races. xyxy=(1165,182,1388,260)
article-paragraph: Response to the addresses was made by Dr. J. R. Levy, of South Carolina. On behalf of the National Negro Business League he extended thanks to Virginians for their hospitality and urged a greater cooperation among the races. xyxy=(941,95,1156,161)
letter-signature: Very truly yours, xyxy=(848,233,920,245)
poem-line: He tried to slip the legal grip, xyxy=(1180,608,1305,620)
sugar-advertisement xyxy=(1441,1040,1666,1102)
poem-line: They bored Jim's head and got the lead, xyxy=(1180,844,1347,857)
editorial-paragraph: Our race has made much progress in church building—much more than in any other direction—all of which is good and desirable. This progress was made through the toll and sweat of the poor people, the great toiling masses of the race. They are the ones that build churches and that build everything else that pertains to the material and spiritual progress of the race as a group. xyxy=(244,894,469,999)
poem-line: I know but that familiar voices xyxy=(494,1338,624,1351)
exchange-ad-word-furniture: furniture xyxy=(1222,1650,1483,1717)
editorial-paragraph: Churches should remove themselves from the burden of heavy indebtedness, which in the final analysis rests up on the necks of the toiling, sweating masses, before they go in for luxuries or for anything that is nonessential in the administration of the business of the church. xyxy=(244,1163,469,1241)
news-paragraph: London, Aug. 12—The production of gold at the Rand in July was 780,636 ounces, compared with 675,697 fine ounces in June and 689,555 ounces in July, 1921. xyxy=(479,1520,702,1572)
article-paragraph: Church Notice—"Splendid music will be a feature. Come early. All sinners are urged to assist in the choir."—Boston Transcript. xyxy=(1398,538,1668,577)
news-paragraph: Hobby—I can't understand why you should always show such a mean and cranky disposition in the morn- xyxy=(479,1606,702,1646)
poem-at-dusk xyxy=(479,1253,702,1486)
poem-line: From early eve til morn, xyxy=(1180,385,1284,398)
poem-line: And there was now a lively row— xyxy=(1180,811,1326,824)
poem-line: His liberty regain; xyxy=(1180,621,1257,634)
article-headline: NORFOLK RACE RELATIONS xyxy=(741,662,902,675)
poem-line: Until the partners, privy, xyxy=(1180,503,1284,515)
poem-line: To send his still his jugs to fill xyxy=(1180,399,1307,411)
poem-line: Try as they would, yet no one could xyxy=(1180,870,1332,883)
paper-name: NORFOLK JOURNAL AND GUIDE xyxy=(709,4,966,19)
article-paragraph: A man will carry a cane until it becomes a nuisance, and then most men will quit. xyxy=(941,1772,1156,1798)
brief-item: Some men get a reputation for patience by just being married. xyxy=(479,1011,702,1037)
column-rule xyxy=(240,27,241,2207)
article-headline: Churches Taking Up Inter-Racial Work xyxy=(1170,33,1382,74)
poem-then-the-fun-began xyxy=(479,805,702,963)
poem-line: The parson taught that all men ought xyxy=(1412,86,1568,99)
editorial-paragraph: Sir Lionel Curtis, a distinguished British statesman, now visiting in the United States, in an address recently, at the Institute of Politics, at Williamstown, Mass., said that, "nowadays, all politics, in the last analysis, turn on the mutual relations between the white races and those of Asia and Africa," and that "this involves the creation of a Supernatural State, or, in other words, a Commonwealth of Nations." Further: "No State can ever dispense with force until every citizen is all wise and wholly unselfish." Freedom depends upon solving the problem of ruling the peoples in the Supernatural Commonwealth without destroying the character of the members of it, Sir Lionel thinks. xyxy=(244,462,469,645)
brief-item: If we understand correctly, the chief difficulty in the way of the Garvey movement is one Messenger Magazine. xyxy=(479,744,702,783)
exchange-ad-store-name: EXCHANGE STORE xyxy=(1189,2079,1663,2126)
editorial-paragraph: The Christian Nations will have a time of it living up to idealistic government proposed by Sir Lionel, as they have adopted the hard and fast rule that non-white subjects shall have no more participation in the governments under which they live than they are forced to yield them. Force is necessary, then, as in India, the West Indies, and Africa, with special emphasis on the brutal rule of the British Crown Colony of the Union of South Africa. It is this attitude, this policy, more than any other of the ideas of Marcus Garvey to unify the thought and concentrate the civil and economic activities of the African people everywhere, and it is this policy of his that appeals most to the thoughtful people of the African race. xyxy=(244,647,469,844)
poem-line: Speak to me thru memories. xyxy=(494,1352,613,1365)
continued-note: Continued from Page One xyxy=(995,79,1101,90)
issue-date: SATURDAY, AUGUST 19, 1922. xyxy=(1439,4,1666,19)
